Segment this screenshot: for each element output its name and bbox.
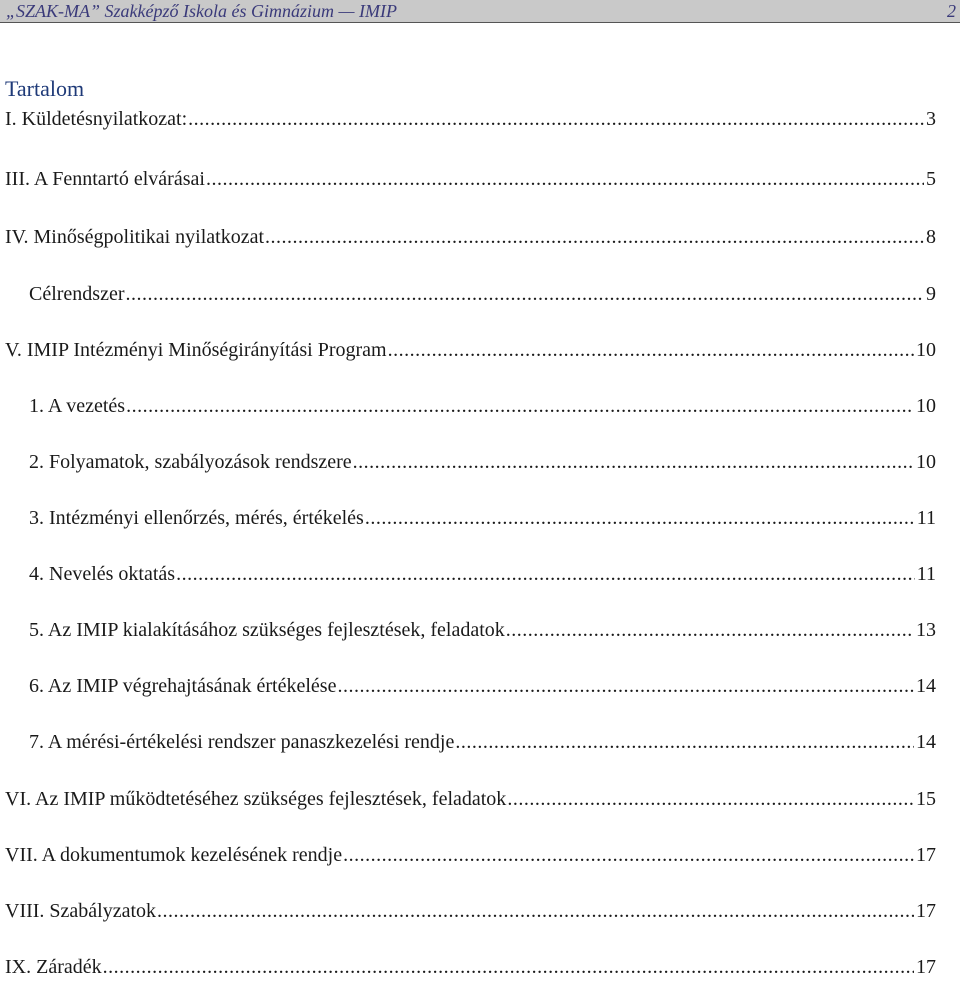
toc-dot-leader [126,391,914,421]
toc-entry-a-vezetes[interactable] [29,391,936,421]
toc-entry-page: 11 [916,563,936,585]
toc-entry-page: 17 [916,956,936,978]
toc-title: Tartalom [5,76,85,101]
toc-entry-dokumentumok-kezelese[interactable] [5,840,936,870]
toc-entry-text: VI. Az IMIP működtetéséhez szükséges fejlesztések, feladatok [5,788,507,810]
toc-entry-page: 14 [916,675,936,697]
toc-entry-kuldetesnyilatkozat[interactable] [5,104,936,134]
header-title: „SZAK-MA” Szakképző Iskola és Gimnázium — IMIP [6,1,397,21]
toc-entry-minosegpolitikai-nyilatkozat[interactable] [5,222,936,252]
toc-entry-text: 6. Az IMIP végrehajtásának értékelése [29,675,337,697]
toc-entry-page: 9 [926,283,936,305]
toc-dot-leader [176,559,915,589]
toc-dot-leader [507,784,914,814]
toc-entry-intezmenyi-ellenorzes[interactable] [29,503,936,533]
toc-entry-page: 10 [916,395,936,417]
toc-entry-text: 3. Intézményi ellenőrzés, mérés, értékelés [29,507,364,529]
toc-dot-leader [343,840,914,870]
toc-dot-leader [506,615,914,645]
toc-entry-panaszkezeles[interactable] [29,727,936,757]
toc-entry-neveles-oktatas[interactable] [29,559,936,589]
toc-dot-leader [455,727,914,757]
toc-entry-text: III. A Fenntartó elvárásai [5,168,205,190]
toc-entry-text: IX. Záradék [5,956,102,978]
toc-entry-page: 13 [916,619,936,641]
toc-entry-imip-ertekelese[interactable] [29,671,936,701]
toc-entry-text: 2. Folyamatok, szabályozások rendszere [29,451,352,473]
toc-dot-leader [103,952,914,982]
toc-entry-imip[interactable] [5,335,936,365]
toc-dot-leader [206,164,924,194]
toc-entry-celrendszer[interactable] [29,279,936,309]
toc-dot-leader [365,503,915,533]
toc-entry-page: 14 [916,731,936,753]
toc-entry-page: 17 [916,900,936,922]
toc-entry-page: 17 [916,844,936,866]
toc-entry-page: 10 [916,339,936,361]
toc-dot-leader [353,447,914,477]
toc-dot-leader [157,896,914,926]
toc-dot-leader [126,279,924,309]
toc-entry-imip-kialakitasa[interactable] [29,615,936,645]
toc-entry-text: VII. A dokumentumok kezelésének rendje [5,844,343,866]
toc-entry-page: 8 [926,226,936,248]
toc-dot-leader [388,335,914,365]
toc-entry-page: 3 [926,108,936,130]
toc-entry-text: 5. Az IMIP kialakításához szükséges fejlesztések, feladatok [29,619,505,641]
toc-dot-leader [265,222,924,252]
toc-entry-imip-mukodtetese[interactable] [5,784,936,814]
toc-entry-text: 4. Nevelés oktatás [29,563,176,585]
toc-entry-page: 10 [916,451,936,473]
toc-entry-zaradek[interactable] [5,952,936,982]
toc-entry-folyamatok[interactable] [29,447,936,477]
toc-entry-text: 1. A vezetés [29,395,126,417]
toc-entry-page: 5 [926,168,936,190]
header-page-number: 2 [947,1,956,21]
toc-entry-text: 7. A mérési-értékelési rendszer panaszkezelési rendje [29,731,455,753]
toc-entry-text: I. Küldetésnyilatkozat: [5,108,188,130]
toc-entry-text: V. IMIP Intézményi Minőségirányítási Program [5,339,387,361]
toc-entry-text: IV. Minőségpolitikai nyilatkozat [5,226,265,248]
toc-entry-text: VIII. Szabályzatok [5,900,157,922]
toc-entry-fenntarto-elvarasai[interactable] [5,164,936,194]
toc-dot-leader [188,104,924,134]
toc-dot-leader [337,671,914,701]
toc-entry-szabalyzatok[interactable] [5,896,936,926]
toc-entry-page: 11 [916,507,936,529]
toc-entry-page: 15 [916,788,936,810]
toc-entry-text: Célrendszer [29,283,125,305]
